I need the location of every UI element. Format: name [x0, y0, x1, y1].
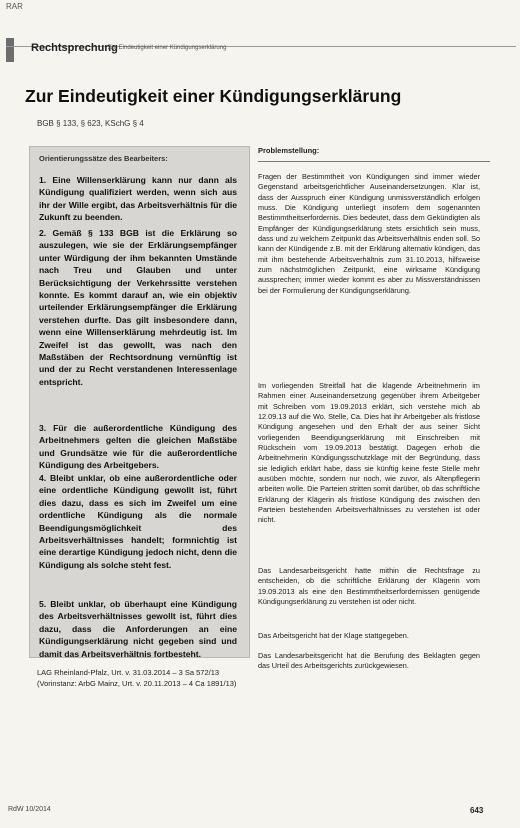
- header-accent-bar: [6, 38, 14, 62]
- section-title: Rechtsprechung: [31, 42, 118, 54]
- source-line-1: LAG Rheinland-Pfalz, Urt. v. 31.03.2014 – 3 Sa 572/13: [37, 668, 220, 677]
- footer-journal: RdW 10/2014: [8, 806, 51, 813]
- orientation-item-5: 5. Bleibt unklar, ob überhaupt eine Kündigung des Arbeitsverhältnisses gewollt ist, führt dies dazu, dass die Anforderungen an eine Kündigungserklärung nicht gegeben sind und damit das Arbeitsverhältnis fortbesteht.: [39, 599, 237, 659]
- decision-sources: [37, 668, 237, 689]
- orientation-item-4: 4. Bleibt unklar, ob eine außerordentliche oder eine ordentliche Kündigung gewollt ist, führt dies dazu, dass es sich im Zweifel um eine ordentliche Kündigung als die normale Beendigungsmöglichkeit des Arbeitsverhältnisses handelt; formnichtig ist eine derartige Kündigung jedoch nicht, denn die Kündigung als solche steht fest.: [39, 473, 237, 570]
- problem-paragraph-4: Das Arbeitsgericht hat der Klage stattgegeben.: [258, 631, 409, 640]
- orientation-item-3: 3. Für die außerordentliche Kündigung des Arbeitnehmers gelten die gleichen Maßstäbe und Grundsätze wie für die außerordentliche Kündigung des Arbeitgebers.: [39, 423, 237, 471]
- page-number: 643: [470, 806, 484, 815]
- source-line-2: (Vorinstanz: ArbG Mainz, Urt. v. 20.11.2013 – 4 Ca 1891/13): [37, 678, 237, 688]
- section-subtitle: Zur Eindeutigkeit einer Kündigungserklärung: [108, 45, 227, 51]
- orientation-item-1: 1. Eine Willenserklärung kann nur dann als Kündigung qualifiziert werden, wenn sich aus ihr der Wille ergibt, das Arbeitsverhältnis für die Zukunft zu beenden.: [39, 175, 237, 223]
- orientation-heading: Orientierungssätze des Bearbeiters:: [39, 154, 168, 163]
- problem-column: [258, 146, 490, 671]
- problem-paragraph-2: Im vorliegenden Streitfall hat die klagende Arbeitnehmerin im Rahmen einer Auseinandersetzung gegenüber ihrem Arbeitgeber mit Schreiben vom 19.09.2013 erklärt, sich verstehe mich ab 12.09.13 auf die Wo. Stelle, Ca. Dies hat ihr Arbeitgeber als fristlose Kündigung angesehen und den Erhalt der aus seiner Sicht vorliegenden Beendigungserklärung mit Einschreiben mit Rückschein vom 19.09.2013 bestätigt. Dagegen erhob die Arbeitnehmerin Kündigungsschutzklage mit der Begründung, dass sie lediglich erklärt habe, dass sie künftig keine feste Stelle mehr ausüben möchte, sondern nur noch, wie zuvor, als Altenpflegerin arbeiten wolle. Die Parteien stritten somit darüber, ob das schriftliche Erklärung der Klägerin als fristlose Kündigung des zwischen den Parteien bestehenden Arbeitsverhältnisses zu verstehen ist oder nicht.: [258, 381, 480, 525]
- problem-heading: Problemstellung:: [258, 146, 490, 162]
- problem-paragraph-3: Das Landesarbeitsgericht hatte mithin die Rechtsfrage zu entscheiden, ob die schriftliche Erklärung der Klägerin vom 19.09.2013 als eine den Bestimmtheitserfordernissen genügende Kündigungserklärung zu verstehen ist oder nicht.: [258, 566, 480, 607]
- problem-paragraph-1: Fragen der Bestimmtheit von Kündigungen sind immer wieder Gegenstand arbeitsgerichtlicher Auseinandersetzungen. Klar ist, dass der Ausspruch einer Kündigung unmissverständlich erfolgen muss. Die Kündigung unterliegt insofern dem sogenannten Bestimmtheitserfordernis. Dies bedeutet, dass dem Gekündigten als Empfänger der Kündigungserklärung stets ersichtlich sein muss, dass und zu welchem Zeitpunkt das Arbeitsverhältnis enden soll. So kann der Kündigende z.B. mit der Erklärung alternativ kündigen, das mit ihm bestehende Arbeitsverhältnis zum 31.10.2013, hilfsweise zum nächstmöglichen Zeitpunkt, eine wirksame Kündigung aussprechen; immer wieder kommt es aber zu Missverständnissen bei der Formulierung der Kündigungserklärung.: [258, 172, 480, 295]
- orientation-box: [29, 146, 250, 658]
- problem-paragraph-5: Das Landesarbeitsgericht hat die Berufung des Beklagten gegen das Urteil des Arbeitsgerichts zurückgewiesen.: [258, 651, 480, 671]
- legal-citation: BGB § 133, § 623, KSchG § 4: [37, 119, 144, 128]
- article-title: Zur Eindeutigkeit einer Kündigungserklärung: [25, 86, 402, 106]
- header-kicker: RAR: [6, 2, 23, 11]
- orientation-item-2: 2. Gemäß § 133 BGB ist die Erklärung so auszulegen, wie sie der Erklärungsempfänger unter Würdigung der ihm bekannten Umstände nach Treu und Glauben und unter Berücksichtigung der Verkehrssitte verstehen konnte. Es kommt darauf an, wie ein objektiv urteilender Erklärungsempfänger die Erklärung verstehen durfte. Das gilt insbesondere dann, wenn eine Willenserklärung mehrdeutig ist. Im Zweifel ist das gewollt, was nach den Maßstäben der Rechtsordnung vernünftig ist und der zu Recht verstandenen Interessenlage entspricht.: [39, 228, 237, 387]
